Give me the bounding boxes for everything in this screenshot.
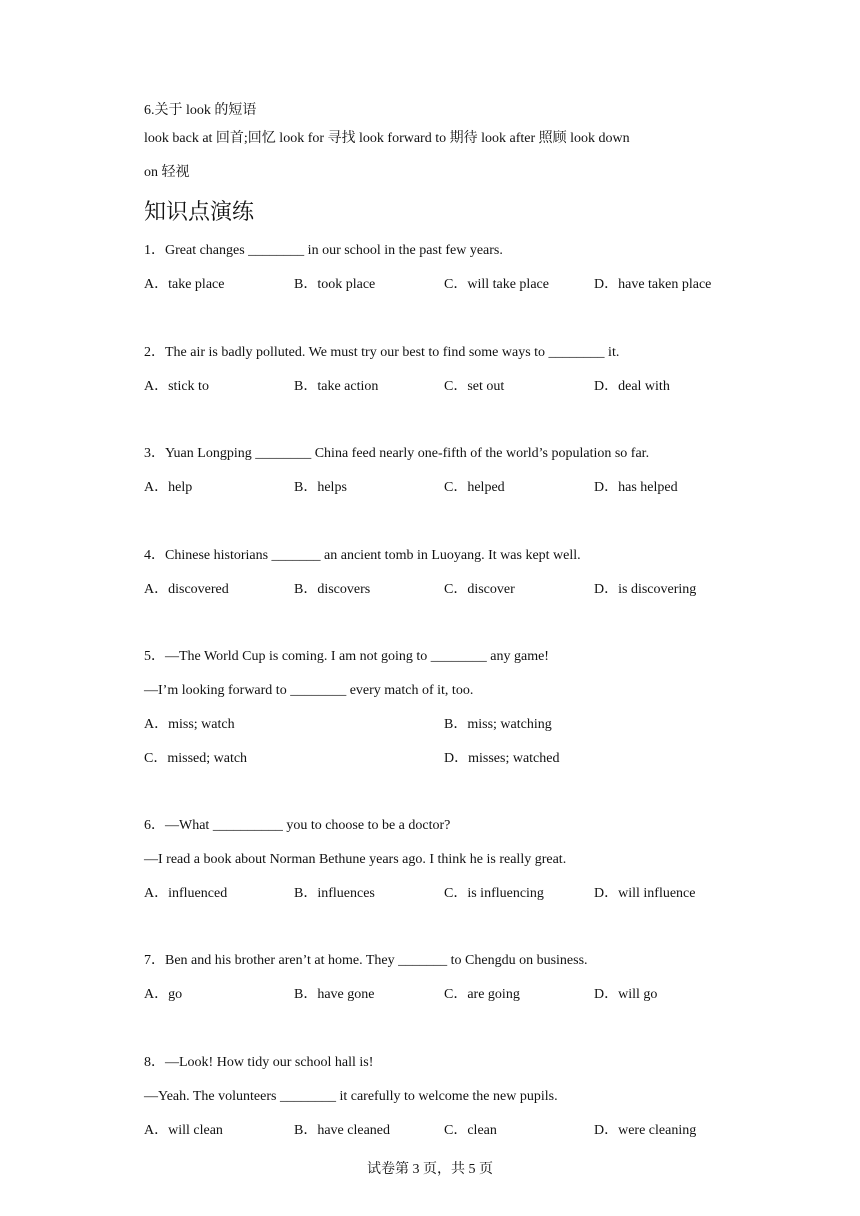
answer-option-c: C．missed; watch [144,751,248,766]
question-stem: 5．—The World Cup is coming. I am not going to ________ any game! [144,649,549,664]
question-stem: 1．Great changes ________ in our school in the past few years. [144,243,503,258]
answer-option-a: A．miss; watch [144,717,235,732]
question-stem: —I’m looking forward to ________ every match of it, too. [144,683,474,698]
question-stem: 7．Ben and his brother aren’t at home. They _______ to Chengdu on business. [144,953,588,968]
answer-option-a: A．take place [144,277,225,292]
answer-option-b: B．discovers [294,582,371,597]
answer-option-a: A．stick to [144,379,209,394]
answer-option-d: D．deal with [594,379,670,394]
answer-option-b: B．helps [294,480,347,495]
question-stem: 2．The air is badly polluted. We must try our best to find some ways to ________ it. [144,345,620,360]
question-stem: —Yeah. The volunteers ________ it carefully to welcome the new pupils. [144,1089,558,1104]
answer-option-c: C．is influencing [444,886,544,901]
answer-option-b: B．took place [294,277,376,292]
answer-option-d: D．has helped [594,480,678,495]
answer-option-b: B．miss; watching [444,717,552,732]
question-stem: —I read a book about Norman Bethune years ago. I think he is really great. [144,852,567,867]
answer-option-d: D．have taken place [594,277,712,292]
answer-option-a: A．discovered [144,582,229,597]
answer-option-b: B．have cleaned [294,1123,391,1138]
answer-option-c: C．are going [444,987,520,1002]
answer-option-c: C．helped [444,480,505,495]
page-footer: 试卷第 3 页，共 5 页 [367,1162,493,1177]
answer-option-d: D．will go [594,987,658,1002]
answer-option-c: C．discover [444,582,515,597]
intro-phrases-line1: look back at 回首;回忆 look for 寻找 look forward to 期待 look after 照顾 look down [144,131,630,146]
section-heading: 知识点演练 [144,199,255,224]
answer-option-a: A．will clean [144,1123,223,1138]
answer-option-d: D．will influence [594,886,696,901]
answer-option-c: C．set out [444,379,505,394]
answer-option-b: B．take action [294,379,379,394]
intro-title: 6.关于 look 的短语 [144,103,257,118]
answer-option-b: B．have gone [294,987,375,1002]
intro-phrases-line2: on 轻视 [144,165,190,180]
question-stem: 3．Yuan Longping ________ China feed nearly one-fifth of the world’s population so far. [144,446,650,461]
answer-option-a: A．help [144,480,193,495]
answer-option-a: A．influenced [144,886,228,901]
answer-option-a: A．go [144,987,183,1002]
answer-option-d: D．misses; watched [444,751,560,766]
answer-option-b: B．influences [294,886,375,901]
answer-option-c: C．will take place [444,277,549,292]
answer-option-d: D．were cleaning [594,1123,697,1138]
answer-option-d: D．is discovering [594,582,697,597]
question-stem: 8．—Look! How tidy our school hall is! [144,1055,374,1070]
question-stem: 4．Chinese historians _______ an ancient tomb in Luoyang. It was kept well. [144,548,581,563]
question-stem: 6．—What __________ you to choose to be a doctor? [144,818,451,833]
answer-option-c: C．clean [444,1123,497,1138]
